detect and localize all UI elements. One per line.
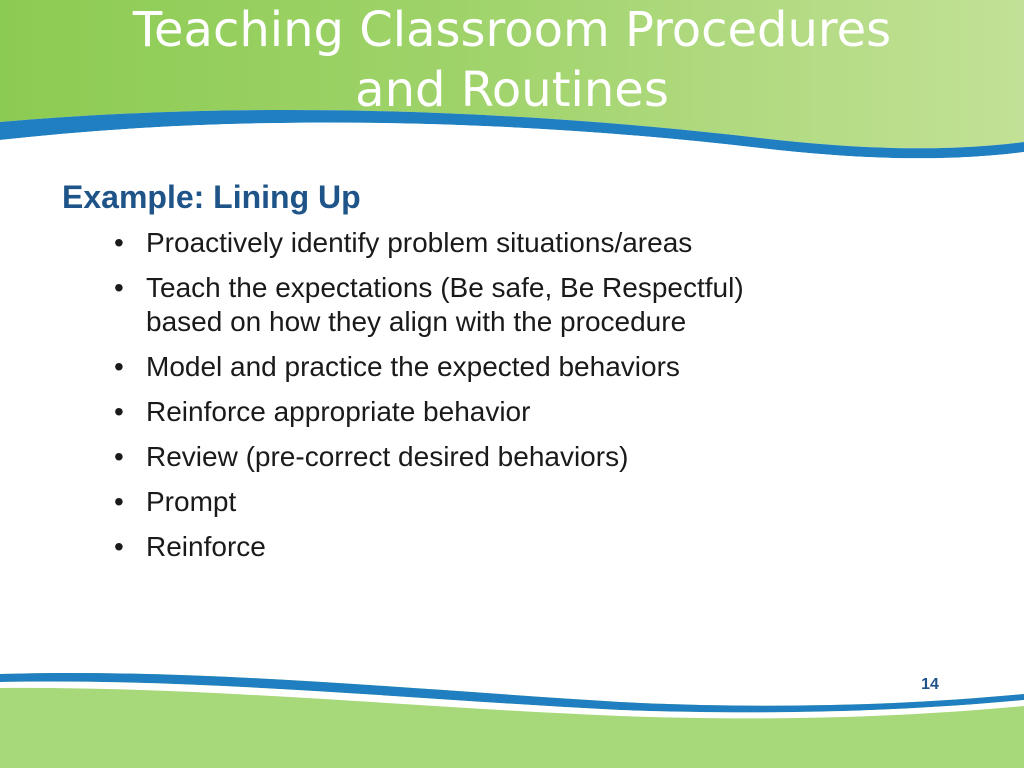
bullet-dot: • — [114, 351, 124, 382]
bullet-dot: • — [114, 272, 124, 303]
slide-title — [20, 0, 1004, 120]
slide-number: 14 — [921, 676, 939, 693]
bullet-dot: • — [114, 396, 124, 427]
bullet-text-continued: based on how they align with the procedure — [146, 306, 687, 337]
bullet-dot: • — [114, 486, 124, 517]
bullet-item-4 — [114, 395, 962, 429]
bullet-text: Teach the expectations (Be safe, Be Respectful) — [146, 272, 744, 303]
bullet-text: Prompt — [146, 486, 237, 517]
bullet-dot: • — [114, 531, 124, 562]
bullet-text: Reinforce — [146, 531, 266, 562]
bullet-dot: • — [114, 441, 124, 472]
bullet-item-2 — [114, 271, 962, 339]
bullet-text: Proactively identify problem situations/areas — [146, 227, 693, 258]
title-line-1: Teaching Classroom Procedures — [132, 2, 892, 58]
bullet-item-6 — [114, 485, 962, 519]
bullet-item-3 — [114, 350, 962, 384]
title-line-2: and Routines — [355, 62, 669, 118]
subheading: Example: Lining Up — [62, 179, 361, 215]
footer-wave-decoration — [0, 660, 1024, 768]
bullet-text: Review (pre-correct desired behaviors) — [146, 441, 629, 472]
bullet-text: Reinforce appropriate behavior — [146, 396, 531, 427]
bullet-item-5 — [114, 440, 962, 474]
bullet-item-1 — [114, 226, 962, 260]
bullet-text: Model and practice the expected behaviors — [146, 351, 680, 382]
bullet-dot: • — [114, 227, 124, 258]
slide-content — [62, 172, 962, 575]
bullet-item-7 — [114, 530, 962, 564]
bullet-list — [62, 226, 962, 564]
